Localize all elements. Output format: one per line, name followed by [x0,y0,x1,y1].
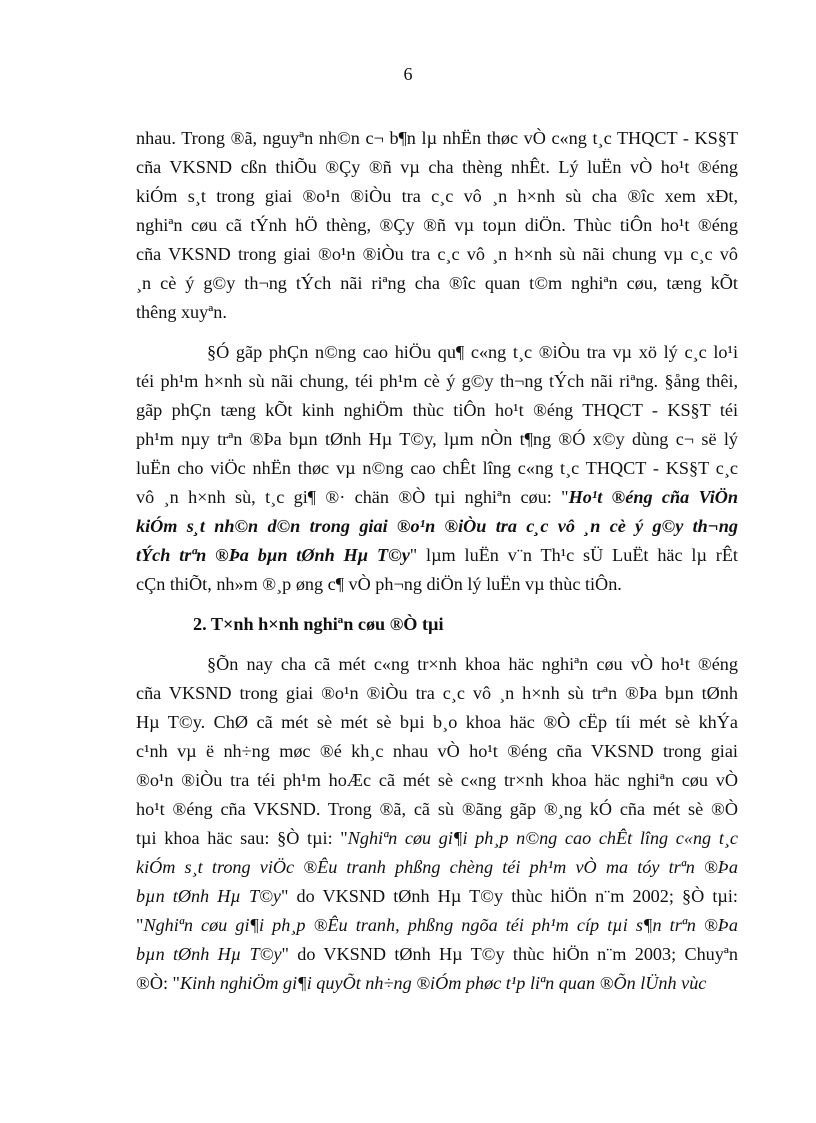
text-span: " [136,915,144,935]
text-line [136,650,738,679]
text-span: téi ph¹m h×nh sù nãi chung, téi ph¹m cè ý g©y th¬ng tÝch nãi riªng. §ång thêi, [136,371,738,391]
body-text [136,124,738,998]
text-line [136,766,738,795]
text-line [136,298,738,327]
paragraph-gap [136,327,738,338]
text-line [136,911,738,940]
text-line [136,853,738,882]
text-line [136,211,738,240]
text-span: c¹nh vµ ë nh÷ng møc ®é kh¸c nhau vÒ ho¹t ®éng cña VKSND trong giai [136,741,738,761]
text-span: thêng xuyªn. [136,302,227,322]
text-span: nghiªn cøu cã tÝnh hÖ thèng, ®Çy ®ñ vµ toµn diÖn. Thùc tiÔn ho¹t ®éng [136,215,738,235]
text-span: luËn cho viÖc nhËn thøc vµ n©ng cao chÊt lîng c«ng t¸c THQCT - KS§T c¸c [136,458,738,478]
text-line [136,367,738,396]
text-span: gãp phÇn tæng kÕt kinh nghiÖm thùc tiÔn ho¹t ®éng THQCT - KS§T téi [136,400,738,420]
text-line [136,824,738,853]
text-line [136,969,738,998]
paragraph [136,650,738,998]
italic-text: Nghiªn cøu gi¶i ph¸p n©ng cao chÊt lîng c«ng t¸c [347,828,738,848]
text-span: cÇn thiÕt, nh»m ®¸p øng c¶ vÒ ph¬ng diÖn lý luËn vµ thùc tiÔn. [136,574,622,594]
text-span: cña VKSND trong giai ®o¹n ®iÒu tra c¸c vô ¸n h×nh sù trªn ®Þa bµn tØnh [136,683,738,703]
text-span: nhau. Trong ®ã, nguyªn nh©n c¬ b¶n lµ nhËn thøc vÒ c«ng t¸c THQCT - KS§T [136,128,738,148]
text-span: " lµm luËn v¨n Th¹c sÜ LuËt häc lµ rÊt [409,545,738,565]
text-span: cña VKSND trong giai ®o¹n ®iÒu tra c¸c vô ¸n h×nh sù nãi chung vµ c¸c vô [136,244,738,264]
text-line [136,610,738,639]
text-span: cña VKSND cßn thiÕu ®Çy ®ñ vµ cha thèng nhÊt. Lý luËn vÒ ho¹t ®éng [136,157,738,177]
paragraph-gap [136,639,738,650]
text-span: 2. T×nh h×nh nghiªn cøu ®Ò tµi [193,614,444,634]
text-line [136,679,738,708]
section-heading [136,610,738,639]
italic-text: bµn tØnh Hµ T©y [136,886,281,906]
paragraph [136,124,738,327]
text-span: vô ¸n h×nh sù, t¸c gi¶ ®· chän ®Ò tµi nghiªn cøu: " [136,487,569,507]
text-line [136,737,738,766]
text-line [136,124,738,153]
page-number: 6 [403,64,413,84]
italic-text: Nghiªn cøu gi¶i ph¸p ®Êu tranh, phßng ngõa téi ph¹m cíp tµi s¶n trªn ®Þa [143,915,738,935]
text-span: §Ó gãp phÇn n©ng cao hiÖu qu¶ c«ng t¸c ®iÒu tra vµ xö lý c¸c lo¹i [207,342,738,362]
text-line [136,882,738,911]
italic-text: kiÓm s¸t trong viÖc ®Êu tranh phßng chèng téi ph¹m vÒ ma tóy trªn ®Þa [136,857,738,877]
text-span: " do VKSND tØnh Hµ T©y thùc hiÖn n¨m 2002; §Ò tµi: [280,886,738,906]
bold-italic-text: tÝch trªn ®Þa bµn tØnh Hµ T©y [136,545,410,565]
italic-text: bµn tØnh Hµ T©y [136,944,282,964]
text-line [136,153,738,182]
text-span: ®o¹n ®iÒu tra téi ph¹m hoÆc cã mét sè c«ng tr×nh khoa häc nghiªn cøu vÒ [136,770,738,790]
text-span: ¸n cè ý g©y th¬ng tÝch nãi riªng cha ®îc quan t©m nghiªn cøu, tæng kÕt [136,273,738,293]
text-line [136,182,738,211]
text-span: " do VKSND tØnh Hµ T©y thùc hiÖn n¨m 2003; Chuyªn [281,944,738,964]
text-span: Hµ T©y. ChØ cã mét sè mét sè bµi b¸o khoa häc ®Ò cËp tíi mét sè khÝa [136,712,738,732]
text-line [136,425,738,454]
text-line [136,541,738,570]
text-line [136,570,738,599]
text-line [136,940,738,969]
text-span: ph¹m nµy trªn ®Þa bµn tØnh Hµ T©y, lµm nÒn t¶ng ®Ó x©y dùng c¬ së lý [136,429,738,449]
bold-italic-text: Ho¹t ®éng cña ViÖn [568,487,738,507]
paragraph-gap [136,599,738,610]
text-line [136,338,738,367]
text-span: tµi khoa häc sau: §Ò tµi: " [136,828,348,848]
text-line [136,512,738,541]
text-line [136,269,738,298]
text-line [136,240,738,269]
text-line [136,483,738,512]
text-line [136,396,738,425]
bold-italic-text: kiÓm s¸t nh©n d©n trong giai ®o¹n ®iÒu tra c¸c vô ¸n cè ý g©y th¬ng [136,516,738,536]
text-span: §Õn nay cha cã mét c«ng tr×nh khoa häc nghiªn cøu vÒ ho¹t ®éng [207,654,738,674]
paragraph [136,338,738,599]
italic-text: Kinh nghiÖm gi¶i quyÕt nh÷ng ®iÓm phøc t¹p liªn quan ®Õn lÜnh vùc [179,973,707,993]
text-line [136,708,738,737]
text-line [136,454,738,483]
text-span: ho¹t ®éng cña VKSND. Trong ®ã, cã sù ®ãng gãp ®¸ng kÓ cña mét sè ®Ò [136,799,738,819]
text-line [136,795,738,824]
text-span: kiÓm s¸t trong giai ®o¹n ®iÒu tra c¸c vô ¸n h×nh sù cha ®îc xem xÐt, [136,186,738,206]
text-span: ®Ò: " [136,973,180,993]
